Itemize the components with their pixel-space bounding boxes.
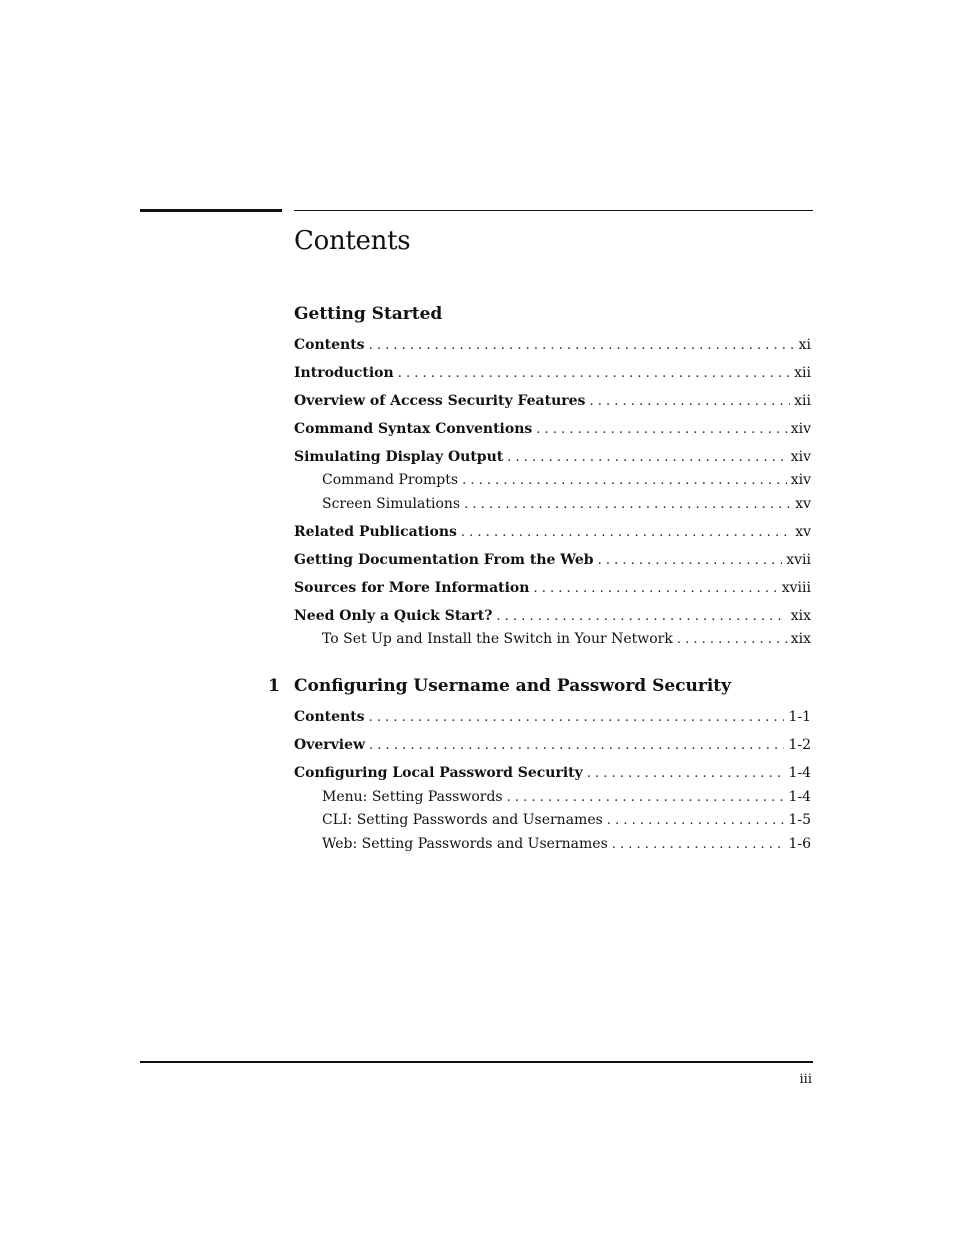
dot-leader: [507, 788, 785, 808]
toc-subentry[interactable]: [322, 629, 811, 649]
dot-leader: [496, 607, 786, 627]
toc-subentry[interactable]: [322, 787, 811, 807]
toc-entry-title: Web: Setting Passwords and Usernames: [322, 836, 608, 852]
toc-entry-page: xiv: [790, 449, 811, 465]
toc-subentry[interactable]: [322, 834, 811, 854]
section-heading-chapter-1[interactable]: Configuring Username and Password Security: [294, 676, 732, 696]
dot-leader: [589, 392, 790, 412]
toc-entry-title: Contents: [294, 709, 365, 725]
section-heading-getting-started[interactable]: Getting Started: [294, 304, 443, 324]
toc-entry-page: 1-1: [788, 709, 811, 725]
toc-entry-title: CLI: Setting Passwords and Usernames: [322, 812, 603, 828]
toc-entry-page: xix: [790, 608, 811, 624]
toc-entry-page: xiv: [790, 421, 811, 437]
dot-leader: [607, 811, 785, 831]
dot-leader: [462, 471, 787, 491]
toc-entry-title: Overview: [294, 737, 366, 753]
toc-entry-title: Introduction: [294, 365, 394, 381]
toc-entry[interactable]: [294, 606, 811, 626]
header-rule-thin: [294, 210, 813, 211]
toc-entry[interactable]: [294, 707, 811, 727]
toc-entry[interactable]: [294, 335, 811, 355]
toc-entry-title: Configuring Local Password Security: [294, 765, 583, 781]
toc-entry-title: Menu: Setting Passwords: [322, 789, 503, 805]
toc-subentry[interactable]: [322, 494, 811, 514]
toc-entry-title: Sources for More Information: [294, 580, 530, 596]
page-title: Contents: [294, 226, 411, 256]
dot-leader: [369, 736, 784, 756]
toc-entry-page: 1-5: [788, 812, 811, 828]
toc-entry[interactable]: [294, 578, 811, 598]
toc-entry-title: To Set Up and Install the Switch in Your Network: [322, 631, 673, 647]
toc-entry-page: xviii: [781, 580, 811, 596]
toc-entry-page: xi: [798, 337, 811, 353]
toc-entry-page: xix: [790, 631, 811, 647]
toc-entry[interactable]: [294, 735, 811, 755]
toc-entry-page: 1-2: [788, 737, 811, 753]
toc-entry-title: Screen Simulations: [322, 496, 461, 512]
toc-entry-title: Simulating Display Output: [294, 449, 504, 465]
dot-leader: [507, 448, 786, 468]
dot-leader: [369, 708, 785, 728]
toc-subentry[interactable]: [322, 470, 811, 490]
page-number: iii: [799, 1072, 812, 1087]
toc-entry[interactable]: [294, 447, 811, 467]
toc-entry-page: xii: [794, 365, 811, 381]
toc-entry-page: xiv: [790, 472, 811, 488]
footer-rule: [140, 1061, 813, 1063]
toc-entry-title: Overview of Access Security Features: [294, 393, 586, 409]
toc-entry-title: Getting Documentation From the Web: [294, 552, 594, 568]
dot-leader: [677, 630, 787, 650]
dot-leader: [464, 495, 791, 515]
toc-entry-page: xv: [795, 496, 811, 512]
dot-leader: [587, 764, 785, 784]
toc-entry-page: 1-6: [788, 836, 811, 852]
dot-leader: [369, 336, 795, 356]
toc-entry-title: Related Publications: [294, 524, 457, 540]
toc-entry[interactable]: [294, 363, 811, 383]
toc-entry-title: Command Syntax Conventions: [294, 421, 533, 437]
toc-entry-page: xvii: [786, 552, 811, 568]
dot-leader: [536, 420, 786, 440]
dot-leader: [461, 523, 791, 543]
toc-entry[interactable]: [294, 763, 811, 783]
toc-entry[interactable]: [294, 419, 811, 439]
toc-entry-page: 1-4: [788, 789, 811, 805]
toc-subentry[interactable]: [322, 810, 811, 830]
chapter-number: 1: [268, 676, 280, 696]
toc-entry-title: Contents: [294, 337, 365, 353]
toc-entry-page: 1-4: [788, 765, 811, 781]
toc-entry-page: xv: [795, 524, 811, 540]
header-rule-thick: [140, 209, 282, 212]
dot-leader: [533, 579, 777, 599]
toc-entry[interactable]: [294, 550, 811, 570]
toc-entry-title: Command Prompts: [322, 472, 459, 488]
toc-entry-title: Need Only a Quick Start?: [294, 608, 493, 624]
toc-entry[interactable]: [294, 522, 811, 542]
dot-leader: [612, 835, 785, 855]
toc-entry[interactable]: [294, 391, 811, 411]
dot-leader: [398, 364, 790, 384]
toc-entry-page: xii: [794, 393, 811, 409]
dot-leader: [598, 551, 783, 571]
